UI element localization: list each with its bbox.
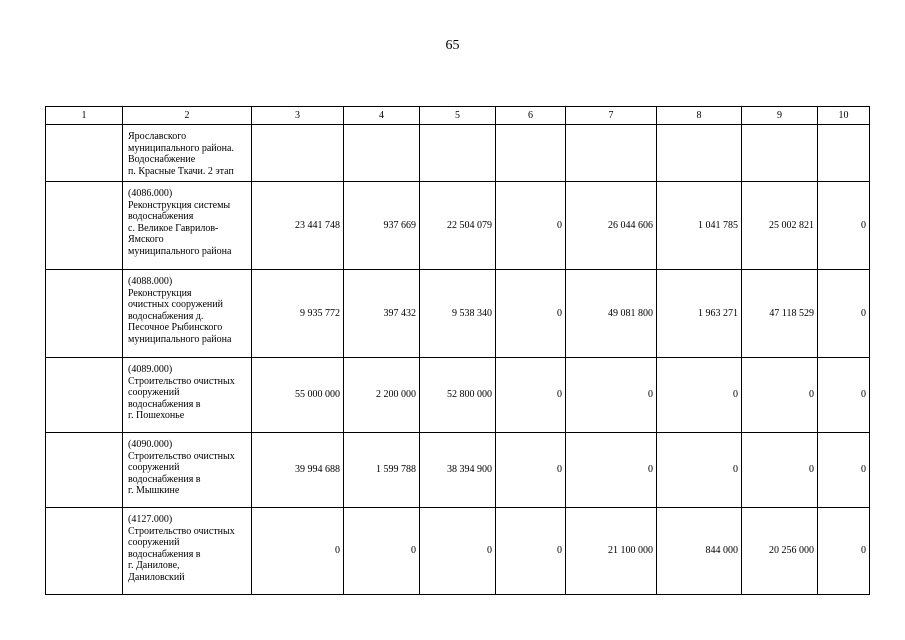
value-cell: 49 081 800	[566, 270, 657, 358]
table-header-row	[46, 107, 870, 125]
description-line: сооружений	[128, 537, 180, 548]
value-cell	[344, 125, 420, 182]
row-index-cell	[46, 270, 123, 358]
value-cell: 22 504 079	[420, 182, 496, 270]
value-cell: 0	[496, 270, 566, 358]
column-header: 7	[566, 107, 657, 125]
value-cell: 937 669	[344, 182, 420, 270]
value-cell: 0	[566, 433, 657, 508]
description-line: г. Мышкине	[128, 485, 180, 496]
value-cell: 0	[818, 270, 870, 358]
value-cell: 25 002 821	[742, 182, 818, 270]
row-index-cell	[46, 125, 123, 182]
value-cell: 0	[742, 358, 818, 433]
description-line: Строительство очистных	[128, 375, 235, 387]
description-line: п. Красные Ткачи. 2 этап	[128, 165, 234, 177]
description-cell	[123, 508, 252, 595]
table-row	[46, 433, 870, 508]
value-cell: 0	[252, 508, 344, 595]
description-cell	[123, 182, 252, 270]
description-line: Ямского	[128, 234, 164, 245]
column-header: 1	[46, 107, 123, 125]
value-cell: 0	[818, 508, 870, 595]
table-row	[46, 182, 870, 270]
description-line: Строительство очистных	[128, 450, 235, 462]
description-line: (4088.000)	[128, 276, 173, 287]
value-cell: 397 432	[344, 270, 420, 358]
description-line: г. Данилове,	[128, 560, 180, 571]
row-index-cell	[46, 358, 123, 433]
value-cell: 0	[818, 358, 870, 433]
description-line: муниципального района	[128, 333, 232, 345]
value-cell: 0	[496, 433, 566, 508]
description-line: Реконструкция	[128, 287, 192, 299]
description-line: водоснабжения в	[128, 548, 201, 560]
description-line: очистных сооружений	[128, 299, 223, 310]
description-line: Песочное Рыбинского	[128, 322, 223, 333]
description-line: Водоснабжение	[128, 154, 196, 165]
row-index-cell	[46, 182, 123, 270]
value-cell: 0	[496, 358, 566, 433]
value-cell: 20 256 000	[742, 508, 818, 595]
column-header: 3	[252, 107, 344, 125]
value-cell	[657, 125, 742, 182]
value-cell: 23 441 748	[252, 182, 344, 270]
description-line: водоснабжения в	[128, 473, 201, 485]
value-cell: 0	[818, 182, 870, 270]
value-cell: 0	[344, 508, 420, 595]
page-number: 65	[445, 38, 460, 53]
description-cell	[123, 358, 252, 433]
description-line: (4089.000)	[128, 364, 173, 375]
description-line: водоснабжения	[128, 211, 194, 222]
description-line: Даниловский	[128, 571, 185, 583]
column-header: 4	[344, 107, 420, 125]
value-cell: 1 041 785	[657, 182, 742, 270]
description-cell	[123, 125, 252, 182]
description-line: муниципального района	[128, 245, 232, 257]
description-line: Реконструкция системы	[128, 199, 231, 211]
value-cell: 52 800 000	[420, 358, 496, 433]
value-cell: 0	[742, 433, 818, 508]
value-cell: 0	[657, 358, 742, 433]
description-line: сооружений	[128, 462, 180, 473]
value-cell: 2 200 000	[344, 358, 420, 433]
value-cell: 0	[818, 433, 870, 508]
table-row	[46, 125, 870, 182]
value-cell: 1 963 271	[657, 270, 742, 358]
budget-table	[45, 106, 870, 595]
value-cell	[742, 125, 818, 182]
value-cell: 0	[496, 508, 566, 595]
value-cell	[420, 125, 496, 182]
column-header: 8	[657, 107, 742, 125]
column-header: 10	[818, 107, 870, 125]
column-header: 5	[420, 107, 496, 125]
table-row	[46, 270, 870, 358]
value-cell: 0	[420, 508, 496, 595]
value-cell	[252, 125, 344, 182]
column-header: 2	[123, 107, 252, 125]
description-line: Ярославского	[128, 131, 187, 142]
description-line: (4086.000)	[128, 188, 173, 199]
value-cell: 844 000	[657, 508, 742, 595]
description-line: с. Великое Гаврилов-	[128, 222, 219, 234]
description-cell	[123, 270, 252, 358]
description-line: (4090.000)	[128, 439, 173, 450]
description-line: водоснабжения в	[128, 398, 201, 410]
value-cell: 26 044 606	[566, 182, 657, 270]
table-row	[46, 508, 870, 595]
description-line: (4127.000)	[128, 514, 173, 525]
description-line: г. Пошехонье	[128, 410, 185, 421]
description-line: водоснабжения д.	[128, 310, 204, 322]
value-cell: 55 000 000	[252, 358, 344, 433]
value-cell: 0	[657, 433, 742, 508]
value-cell: 9 538 340	[420, 270, 496, 358]
column-header: 6	[496, 107, 566, 125]
description-line: сооружений	[128, 387, 180, 398]
column-header: 9	[742, 107, 818, 125]
row-index-cell	[46, 433, 123, 508]
value-cell	[496, 125, 566, 182]
value-cell	[818, 125, 870, 182]
table-row	[46, 358, 870, 433]
value-cell: 0	[496, 182, 566, 270]
value-cell: 21 100 000	[566, 508, 657, 595]
description-line: Строительство очистных	[128, 525, 235, 537]
description-line: муниципального района.	[128, 142, 234, 154]
value-cell: 39 994 688	[252, 433, 344, 508]
row-index-cell	[46, 508, 123, 595]
description-cell	[123, 433, 252, 508]
value-cell: 0	[566, 358, 657, 433]
value-cell: 38 394 900	[420, 433, 496, 508]
value-cell: 9 935 772	[252, 270, 344, 358]
value-cell: 47 118 529	[742, 270, 818, 358]
value-cell	[566, 125, 657, 182]
value-cell: 1 599 788	[344, 433, 420, 508]
